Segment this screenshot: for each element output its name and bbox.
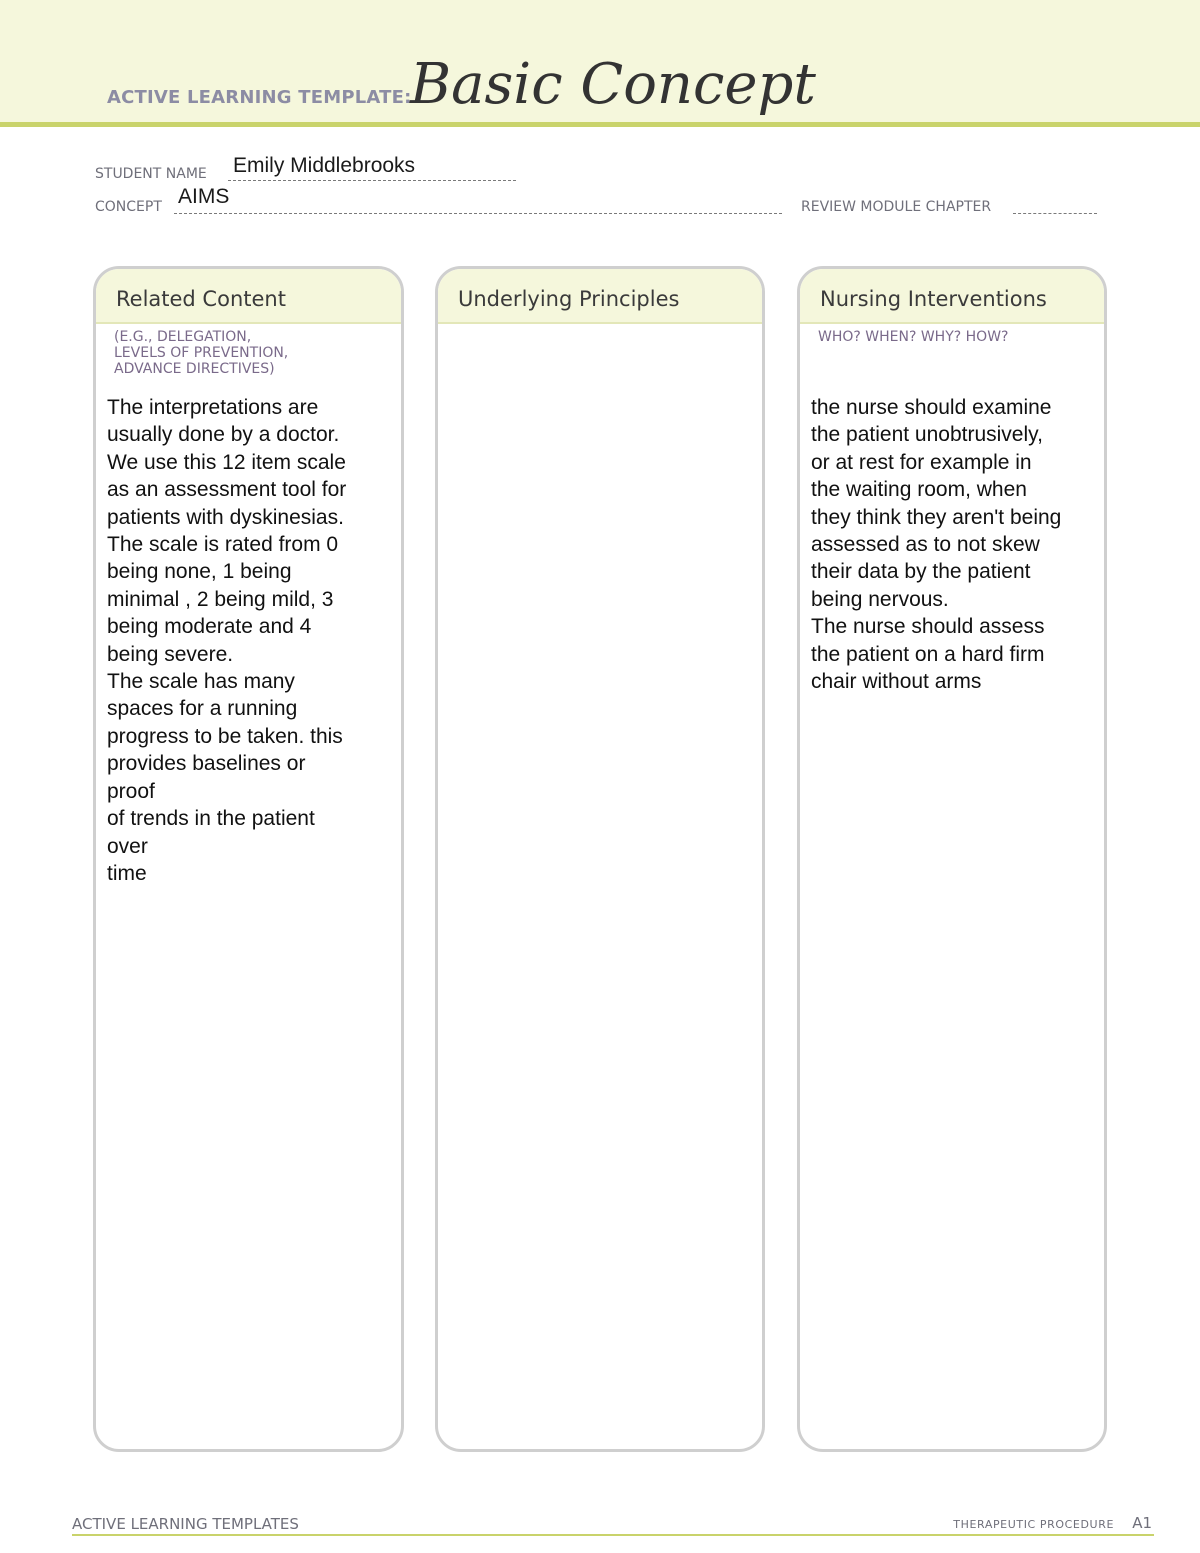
footer-left-label: ACTIVE LEARNING TEMPLATES — [72, 1515, 299, 1533]
nursing-interventions-title: Nursing Interventions — [820, 287, 1047, 311]
underlying-principles-header — [438, 269, 762, 324]
review-module-field[interactable] — [1013, 213, 1097, 214]
related-content-subtitle: (E.G., DELEGATION, LEVELS OF PREVENTION, ADVANCE DIRECTIVES) — [114, 329, 289, 377]
related-content-panel — [93, 266, 404, 1452]
template-label: ACTIVE LEARNING TEMPLATE: — [107, 87, 412, 108]
nursing-interventions-header — [800, 269, 1104, 324]
student-name-field[interactable]: Emily Middlebrooks — [233, 154, 416, 177]
related-content-header — [96, 269, 401, 324]
underlying-principles-title: Underlying Principles — [458, 287, 680, 311]
concept-field[interactable]: AIMS — [178, 185, 230, 208]
review-module-label: REVIEW MODULE CHAPTER — [801, 199, 992, 215]
header-rule — [0, 122, 1200, 127]
footer-rule — [72, 1534, 1154, 1536]
underlying-principles-text[interactable] — [449, 333, 754, 1433]
nursing-interventions-text[interactable]: the nurse should examine the patient unobtrusively, or at rest for example in the waiting room, when they think they aren't being assessed as to not skew their data by the patient being nervous. The nurse should assess the patient on a hard firm chair without arms — [811, 396, 1062, 694]
footer-section-label: THERAPEUTIC PROCEDURE — [953, 1518, 1114, 1531]
template-title: Basic Concept — [410, 52, 816, 117]
nursing-interventions-subtitle: WHO? WHEN? WHY? HOW? — [818, 329, 1009, 345]
related-content-title: Related Content — [116, 287, 286, 311]
nursing-interventions-panel — [797, 266, 1107, 1452]
footer-page-number: A1 — [1132, 1514, 1152, 1532]
student-name-line — [228, 180, 516, 181]
underlying-principles-panel — [435, 266, 765, 1452]
concept-label: CONCEPT — [95, 199, 162, 215]
concept-line — [174, 213, 782, 214]
related-content-text[interactable]: The interpretations are usually done by a doctor. We use this 12 item scale as an assessment tool for patients with dyskinesias. The scale is rated from 0 being none, 1 being minimal , 2 being mild, 3 being moderate and 4 being severe. The scale has many spaces for a running progress to be taken. this provides baselines or proof of trends in the patient over time — [107, 396, 347, 885]
student-name-label: STUDENT NAME — [95, 166, 207, 182]
